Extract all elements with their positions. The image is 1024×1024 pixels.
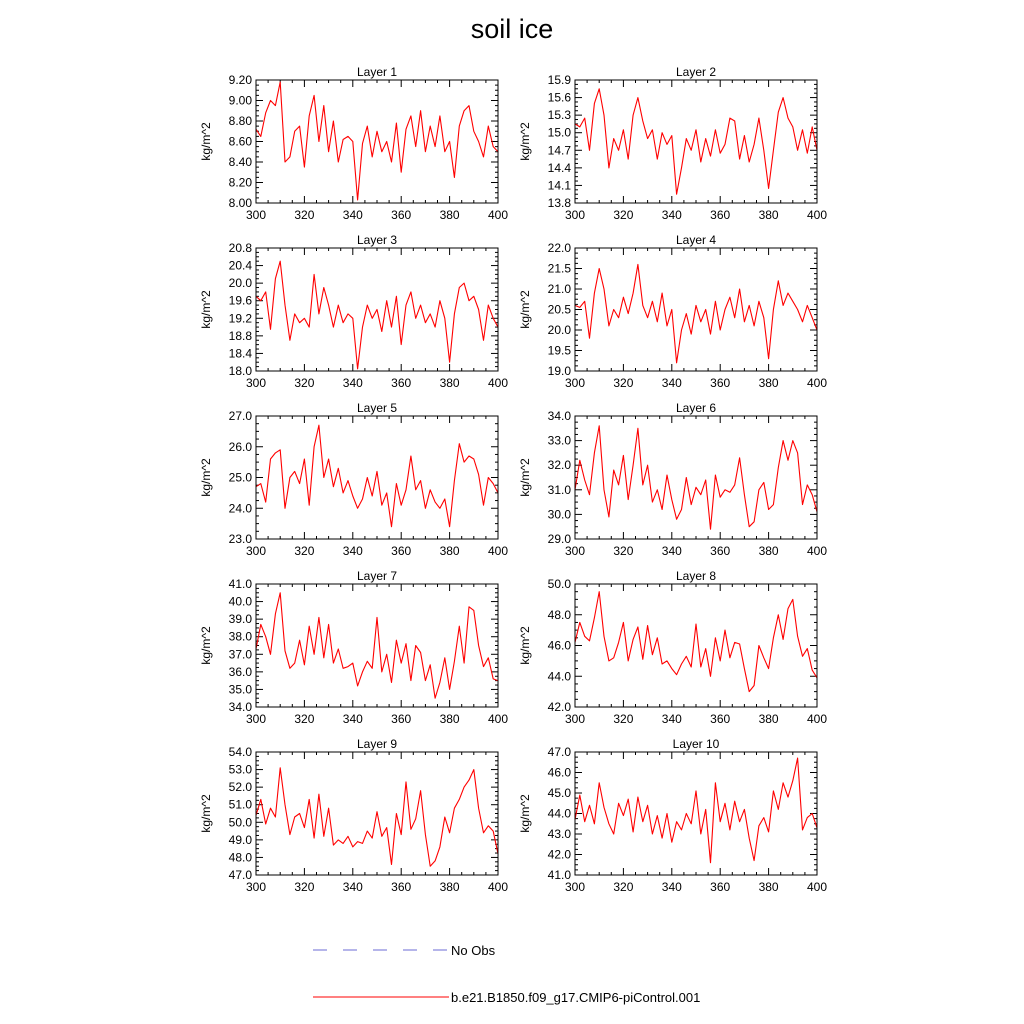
panel-layer-4 [518, 233, 827, 390]
x-tick-label: 300 [564, 712, 586, 726]
x-tick-label: 360 [710, 544, 731, 558]
x-tick-label: 380 [758, 880, 779, 894]
x-tick-label: 400 [487, 208, 509, 222]
x-tick-label: 380 [439, 376, 460, 390]
series-line [575, 758, 817, 863]
x-tick-label: 380 [439, 208, 460, 222]
legend-label: b.e21.B1850.f09_g17.CMIP6-piControl.001 [451, 990, 701, 1005]
y-tick-label: 22.0 [547, 241, 571, 255]
y-axis-label: kg/m^2 [199, 626, 213, 665]
y-tick-label: 37.0 [228, 647, 252, 662]
x-tick-label: 360 [710, 376, 731, 390]
y-tick-label: 54.0 [228, 745, 252, 759]
y-tick-label: 42.0 [547, 847, 571, 862]
panel-title: Layer 8 [675, 569, 717, 583]
x-tick-label: 300 [245, 376, 267, 390]
y-tick-label: 18.0 [228, 364, 252, 378]
y-tick-label: 14.7 [547, 143, 571, 158]
y-axis-label: kg/m^2 [199, 794, 213, 833]
y-tick-label: 15.6 [547, 90, 571, 105]
y-tick-label: 32.0 [547, 458, 571, 473]
y-tick-label: 39.0 [228, 612, 252, 627]
y-tick-label: 30.0 [547, 507, 571, 522]
y-tick-label: 20.4 [228, 258, 252, 273]
x-tick-label: 360 [391, 376, 412, 390]
y-tick-label: 43.0 [547, 827, 571, 841]
plot-frame [575, 584, 817, 707]
y-tick-label: 8.20 [228, 175, 252, 190]
x-tick-label: 400 [487, 712, 509, 726]
y-tick-label: 35.0 [228, 682, 252, 697]
x-tick-label: 360 [391, 544, 412, 558]
x-tick-label: 360 [391, 880, 412, 894]
y-tick-label: 9.20 [228, 73, 252, 87]
panel-title: Layer 6 [675, 401, 717, 415]
x-tick-label: 380 [439, 880, 460, 894]
y-axis-label: kg/m^2 [518, 290, 532, 329]
legend [313, 943, 700, 1005]
y-tick-label: 15.0 [547, 125, 571, 140]
y-axis-label: kg/m^2 [199, 122, 213, 161]
y-tick-label: 8.40 [228, 155, 252, 169]
series-line [575, 89, 817, 194]
x-tick-label: 400 [487, 376, 509, 390]
y-tick-label: 19.6 [228, 293, 252, 308]
x-tick-label: 340 [342, 544, 363, 558]
y-tick-label: 20.5 [547, 302, 571, 317]
y-tick-label: 40.0 [228, 594, 252, 609]
plot-frame [256, 416, 498, 539]
y-tick-label: 36.0 [228, 664, 252, 679]
y-tick-label: 29.0 [547, 532, 571, 546]
y-tick-label: 47.0 [228, 868, 252, 882]
y-tick-label: 46.0 [547, 765, 571, 780]
y-tick-label: 20.8 [228, 241, 252, 255]
y-tick-label: 27.0 [228, 409, 252, 423]
panel-layer-1 [199, 65, 508, 222]
y-tick-label: 47.0 [547, 745, 571, 759]
x-tick-label: 380 [758, 712, 779, 726]
y-axis-label: kg/m^2 [518, 122, 532, 161]
x-tick-label: 300 [245, 712, 267, 726]
x-tick-label: 300 [564, 376, 586, 390]
y-tick-label: 26.0 [228, 439, 252, 454]
panel-layer-6 [518, 401, 827, 558]
x-tick-label: 300 [564, 208, 586, 222]
y-tick-label: 15.9 [547, 73, 571, 87]
x-tick-label: 340 [661, 544, 682, 558]
plot-frame [575, 752, 817, 875]
x-tick-label: 360 [710, 880, 731, 894]
y-tick-label: 24.0 [228, 501, 252, 516]
y-tick-label: 8.60 [228, 134, 252, 149]
panel-layer-5 [199, 401, 508, 558]
panel-layer-9 [199, 737, 508, 894]
series-line [575, 264, 817, 362]
y-tick-label: 46.0 [547, 638, 571, 653]
y-tick-label: 50.0 [547, 577, 571, 591]
x-tick-label: 300 [245, 880, 267, 894]
series-line [256, 593, 498, 698]
x-tick-label: 300 [245, 544, 267, 558]
y-tick-label: 14.1 [547, 178, 571, 193]
panel-title: Layer 10 [672, 737, 720, 751]
panel-layer-8 [518, 569, 827, 726]
x-tick-label: 340 [342, 208, 363, 222]
y-tick-label: 34.0 [547, 409, 571, 423]
x-tick-label: 320 [613, 544, 634, 558]
y-tick-label: 34.0 [228, 700, 252, 714]
x-tick-label: 320 [613, 376, 634, 390]
y-tick-label: 38.0 [228, 629, 252, 644]
y-tick-label: 8.00 [228, 196, 252, 210]
x-tick-label: 380 [439, 712, 460, 726]
x-tick-label: 360 [710, 712, 731, 726]
x-tick-label: 400 [806, 544, 828, 558]
x-tick-label: 340 [342, 880, 363, 894]
y-tick-label: 25.0 [228, 470, 252, 485]
y-tick-label: 14.4 [547, 160, 571, 175]
series-line [256, 425, 498, 527]
panel-title: Layer 1 [356, 65, 398, 79]
y-axis-label: kg/m^2 [518, 626, 532, 665]
x-tick-label: 340 [661, 208, 682, 222]
panel-title: Layer 9 [356, 737, 398, 751]
y-tick-label: 8.80 [228, 114, 252, 128]
y-tick-label: 21.5 [547, 261, 571, 276]
x-tick-label: 320 [294, 208, 315, 222]
x-tick-label: 340 [661, 880, 682, 894]
x-tick-label: 340 [342, 712, 363, 726]
panel-title: Layer 2 [675, 65, 717, 79]
x-tick-label: 380 [758, 376, 779, 390]
y-tick-label: 33.0 [547, 433, 571, 448]
x-tick-label: 360 [391, 208, 412, 222]
y-tick-label: 44.0 [547, 669, 571, 684]
panel-layer-7 [199, 569, 508, 726]
y-tick-label: 23.0 [228, 532, 252, 546]
y-tick-label: 19.0 [547, 364, 571, 378]
panel-title: Layer 5 [356, 401, 398, 415]
y-tick-label: 42.0 [547, 700, 571, 714]
x-tick-label: 320 [613, 880, 634, 894]
plot-frame [575, 416, 817, 539]
panel-layer-2 [518, 65, 827, 222]
panel-title: Layer 7 [356, 569, 398, 583]
series-line [256, 82, 498, 200]
series-line [256, 768, 498, 866]
y-tick-label: 13.8 [547, 196, 571, 210]
x-tick-label: 300 [564, 880, 586, 894]
x-tick-label: 360 [391, 712, 412, 726]
x-tick-label: 340 [661, 712, 682, 726]
x-tick-label: 300 [564, 544, 586, 558]
series-line [256, 261, 498, 369]
y-tick-label: 19.5 [547, 343, 571, 358]
y-tick-label: 9.00 [228, 93, 252, 108]
series-line [575, 426, 817, 529]
x-tick-label: 380 [758, 208, 779, 222]
y-tick-label: 21.0 [547, 282, 571, 296]
y-tick-label: 19.2 [228, 311, 252, 326]
x-tick-label: 340 [661, 376, 682, 390]
x-tick-label: 400 [487, 880, 509, 894]
x-tick-label: 400 [487, 544, 509, 558]
y-tick-label: 41.0 [228, 577, 252, 591]
x-tick-label: 400 [806, 712, 828, 726]
y-tick-label: 48.0 [547, 607, 571, 622]
y-tick-label: 49.0 [228, 832, 252, 847]
x-tick-label: 400 [806, 376, 828, 390]
y-tick-label: 53.0 [228, 762, 252, 777]
x-tick-label: 320 [294, 712, 315, 726]
legend-label: No Obs [451, 943, 496, 958]
y-tick-label: 41.0 [547, 868, 571, 882]
y-tick-label: 31.0 [547, 482, 571, 497]
y-tick-label: 44.0 [547, 806, 571, 821]
x-tick-label: 320 [613, 712, 634, 726]
y-tick-label: 15.3 [547, 108, 571, 123]
panel-title: Layer 3 [356, 233, 398, 247]
x-tick-label: 360 [710, 208, 731, 222]
y-axis-label: kg/m^2 [518, 458, 532, 497]
x-tick-label: 340 [342, 376, 363, 390]
y-tick-label: 18.8 [228, 328, 252, 343]
series-line [575, 592, 817, 692]
x-tick-label: 400 [806, 880, 828, 894]
y-axis-label: kg/m^2 [518, 794, 532, 833]
x-tick-label: 380 [439, 544, 460, 558]
page-title: soil ice [470, 14, 554, 44]
y-tick-label: 18.4 [228, 346, 252, 361]
y-axis-label: kg/m^2 [199, 458, 213, 497]
y-tick-label: 51.0 [228, 797, 252, 812]
x-tick-label: 300 [245, 208, 267, 222]
panel-layer-10 [518, 737, 827, 894]
x-tick-label: 320 [613, 208, 634, 222]
y-tick-label: 20.0 [547, 323, 571, 337]
y-tick-label: 20.0 [228, 276, 252, 291]
y-tick-label: 50.0 [228, 815, 252, 830]
panel-layer-3 [199, 233, 508, 390]
x-tick-label: 320 [294, 544, 315, 558]
x-tick-label: 320 [294, 880, 315, 894]
x-tick-label: 400 [806, 208, 828, 222]
x-tick-label: 320 [294, 376, 315, 390]
y-tick-label: 48.0 [228, 850, 252, 865]
y-tick-label: 45.0 [547, 786, 571, 800]
y-tick-label: 52.0 [228, 780, 252, 795]
x-tick-label: 380 [758, 544, 779, 558]
y-axis-label: kg/m^2 [199, 290, 213, 329]
plot-frame [575, 80, 817, 203]
panel-title: Layer 4 [675, 233, 717, 247]
plot-frame [575, 248, 817, 371]
